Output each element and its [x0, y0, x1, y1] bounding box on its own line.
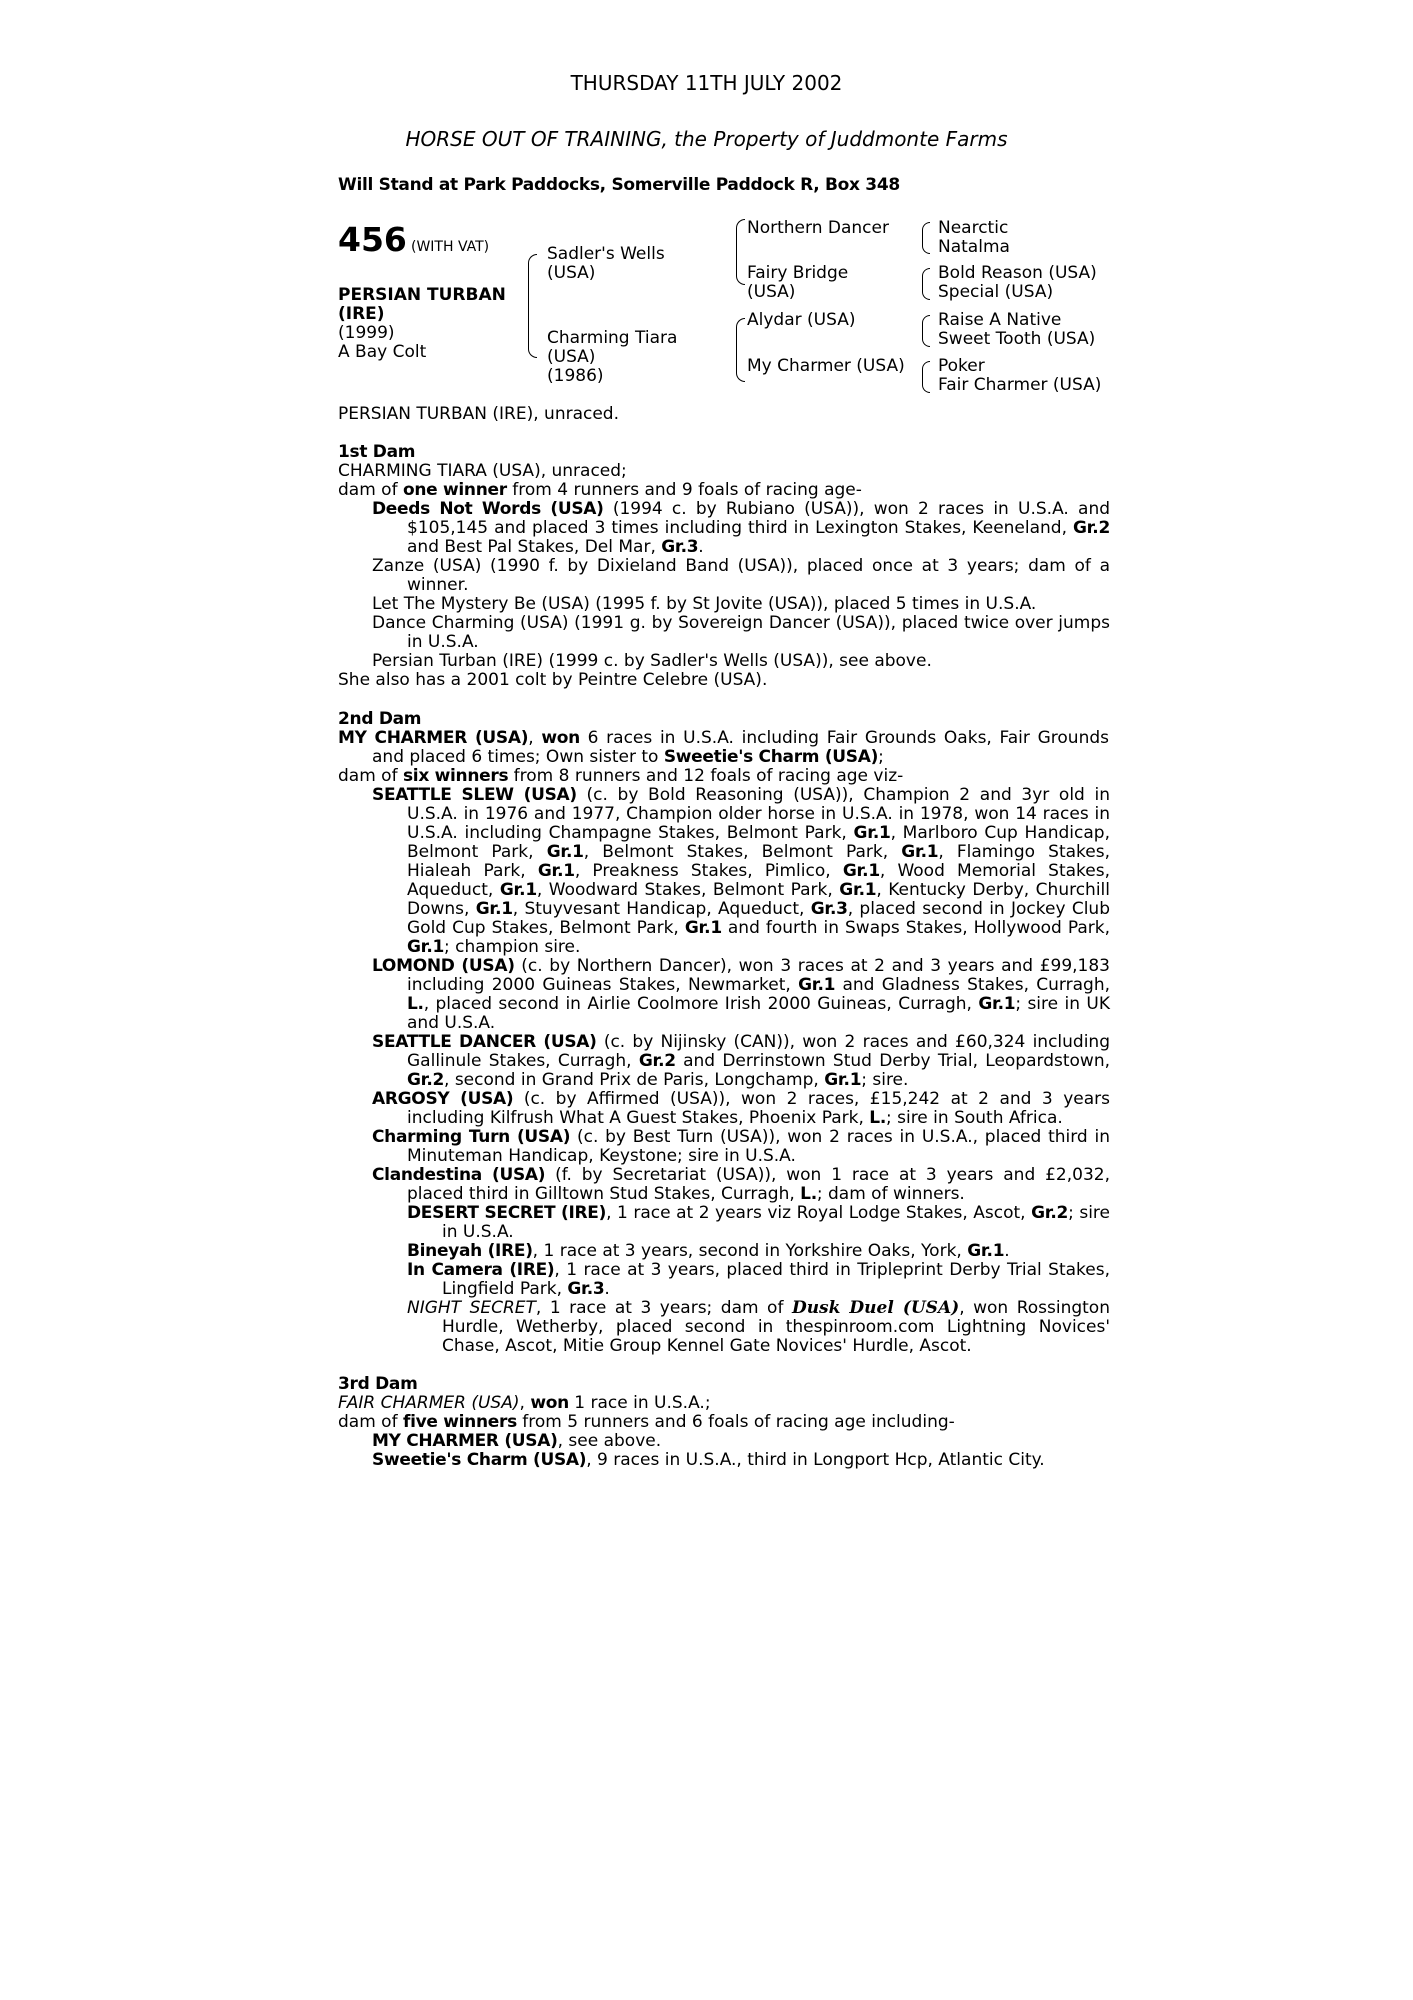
vat-note: (WITH VAT) [411, 239, 490, 255]
horse-year: (1999) [338, 323, 395, 343]
lot-subtitle: HORSE OUT OF TRAINING, the Property of Juddmonte Farms [405, 127, 1008, 151]
pedigree-sire: Sadler's Wells [547, 244, 665, 264]
dam-line-brace [736, 318, 745, 382]
third-dam-heading: 3rd Dam [338, 1374, 418, 1394]
grand-produce-entry: In Camera (IRE), 1 race at 3 years, placed third in Tripleprint Derby Trial Stakes, Lingfield Park, Gr.3. [407, 1260, 1110, 1299]
produce-entry: Clandestina (USA) (f. by Secretariat (USA)), won 1 race at 3 years and £2,032, placed third in Gilltown Stud Stakes, Curragh, L.; dam of winners. [372, 1165, 1110, 1204]
first-dam-record: dam of one winner from 4 runners and 9 foals of racing age- [338, 480, 862, 500]
produce-entry: Let The Mystery Be (USA) (1995 f. by St Jovite (USA)), placed 5 times in U.S.A. [372, 594, 1037, 614]
sire-line-brace [736, 219, 745, 285]
g-brace-3 [922, 315, 930, 347]
pedigree-dam-country: (USA) [547, 347, 596, 367]
produce-entry: ARGOSY (USA) (c. by Affirmed (USA)), won 2 races, £15,242 at 2 and 3 years including Kilfrush What A Guest Stakes, Phoenix Park, L.; sire in South Africa. [372, 1089, 1110, 1128]
pedigree-g8: Fair Charmer (USA) [938, 375, 1102, 395]
horse-description: A Bay Colt [338, 342, 427, 362]
horse-suffix: (IRE) [338, 304, 385, 324]
pedigree-g5: Raise A Native [938, 310, 1062, 330]
produce-entry: SEATTLE SLEW (USA) (c. by Bold Reasoning (USA)), Champion 2 and 3yr old in U.S.A. in 1976 and 1977, Champion older horse in U.S.A. in 1978, won 14 races in U.S.A. including Champagne Stakes, Belmont Park, Gr.1, Marlboro Cup Handicap, Belmont Park, Gr.1, Belmont Stakes, Belmont Park, Gr.1, Flamingo Stakes, Hialeah Park, Gr.1, Preakness Stakes, Pimlico, Gr.1, Wood Memorial Stakes, Aqueduct, Gr.1, Woodward Stakes, Belmont Park, Gr.1, Kentucky Derby, Churchill Downs, Gr.1, Stuyvesant Handicap, Aqueduct, Gr.3, placed second in Jockey Club Gold Cup Stakes, Belmont Park, Gr.1 and fourth in Swaps Stakes, Hollywood Park, Gr.1; champion sire. [372, 785, 1111, 957]
second-dam-heading: 2nd Dam [338, 709, 422, 729]
produce-entry: LOMOND (USA) (c. by Northern Dancer), won 3 races at 2 and 3 years and £99,183 including 2000 Guineas Stakes, Newmarket, Gr.1 and Gladness Stakes, Curragh, L., placed second in Airlie Coolmore Irish 2000 Guineas, Curragh, Gr.1; sire in UK and U.S.A. [372, 956, 1111, 1033]
sale-date: THURSDAY 11TH JULY 2002 [570, 71, 843, 95]
pedigree-sire-country: (USA) [547, 263, 596, 283]
first-dam-name: CHARMING TIARA (USA), unraced; [338, 461, 627, 481]
pedigree-g1: Nearctic [938, 218, 1009, 238]
race-summary: PERSIAN TURBAN (IRE), unraced. [338, 404, 620, 424]
produce-entry: Zanze (USA) (1990 f. by Dixieland Band (USA)), placed once at 3 years; dam of a winner. [372, 556, 1110, 595]
grand-produce-entry: Bineyah (IRE), 1 race at 3 years, second in Yorkshire Oaks, York, Gr.1. [407, 1241, 1010, 1261]
pedigree-sire-dam-country: (USA) [747, 282, 796, 302]
produce-entry: Sweetie's Charm (USA), 9 races in U.S.A., third in Longport Hcp, Atlantic City. [372, 1450, 1045, 1470]
third-dam-summary: dam of five winners from 5 runners and 6 foals of racing age including- [338, 1412, 955, 1432]
produce-note: She also has a 2001 colt by Peintre Celebre (USA). [338, 670, 768, 690]
stand-location: Will Stand at Park Paddocks, Somerville Paddock R, Box 348 [338, 175, 900, 195]
pedigree-dam-sire: Alydar (USA) [747, 310, 856, 330]
grand-produce-entry: DESERT SECRET (IRE), 1 race at 2 years viz Royal Lodge Stakes, Ascot, Gr.2; sire in U.S.A. [407, 1203, 1110, 1242]
produce-entry: Charming Turn (USA) (c. by Best Turn (USA)), won 2 races in U.S.A., placed third in Minuteman Handicap, Keystone; sire in U.S.A. [372, 1127, 1110, 1166]
pedigree-g4: Special (USA) [938, 282, 1054, 302]
second-dam-summary: dam of six winners from 8 runners and 12 foals of racing age viz- [338, 766, 904, 786]
pedigree-sire-sire: Northern Dancer [747, 218, 889, 238]
g-brace-2 [922, 268, 930, 300]
pedigree-dam-year: (1986) [547, 366, 604, 386]
produce-entry: Persian Turban (IRE) (1999 c. by Sadler's Wells (USA)), see above. [372, 651, 932, 671]
produce-entry: Dance Charming (USA) (1991 g. by Sovereign Dancer (USA)), placed twice over jumps in U.S.A. [372, 613, 1110, 652]
g-brace-4 [922, 361, 930, 393]
pedigree-g6: Sweet Tooth (USA) [938, 329, 1096, 349]
grand-produce-entry: NIGHT SECRET, 1 race at 3 years; dam of Dusk Duel (USA), won Rossington Hurdle, Wetherby, placed second in thespinroom.com Lightning Novices' Chase, Ascot, Mitie Group Kennel Gate Novices' Hurdle, Ascot. [407, 1298, 1110, 1356]
produce-entry: MY CHARMER (USA), see above. [372, 1431, 662, 1451]
pedigree-sire-dam: Fairy Bridge [747, 263, 849, 283]
third-dam-record: FAIR CHARMER (USA), won 1 race in U.S.A.; [338, 1393, 711, 1413]
lot-number: 456 [338, 220, 407, 259]
pedigree-dam-dam: My Charmer (USA) [747, 356, 905, 376]
g-brace-1 [922, 222, 930, 254]
produce-entry: Deeds Not Words (USA) (1994 c. by Rubiano (USA)), won 2 races in U.S.A. and $105,145 and placed 3 times including third in Lexington Stakes, Keeneland, Gr.2 and Best Pal Stakes, Del Mar, Gr.3. [372, 499, 1111, 557]
pedigree-g2: Natalma [938, 237, 1010, 257]
produce-entry: SEATTLE DANCER (USA) (c. by Nijinsky (CAN)), won 2 races and £60,324 including Gallinule Stakes, Curragh, Gr.2 and Derrinstown Stud Derby Trial, Leopardstown, Gr.2, second in Grand Prix de Paris, Longchamp, Gr.1; sire. [372, 1032, 1110, 1090]
sire-dam-brace [528, 254, 537, 358]
first-dam-heading: 1st Dam [338, 442, 416, 462]
pedigree-dam: Charming Tiara [547, 328, 678, 348]
pedigree-g7: Poker [938, 356, 985, 376]
horse-name: PERSIAN TURBAN [338, 285, 506, 305]
pedigree-g3: Bold Reason (USA) [938, 263, 1097, 283]
second-dam-record: MY CHARMER (USA), won 6 races in U.S.A. including Fair Grounds Oaks, Fair Grounds and placed 6 times; Own sister to Sweetie's Charm (USA); [338, 728, 1109, 767]
